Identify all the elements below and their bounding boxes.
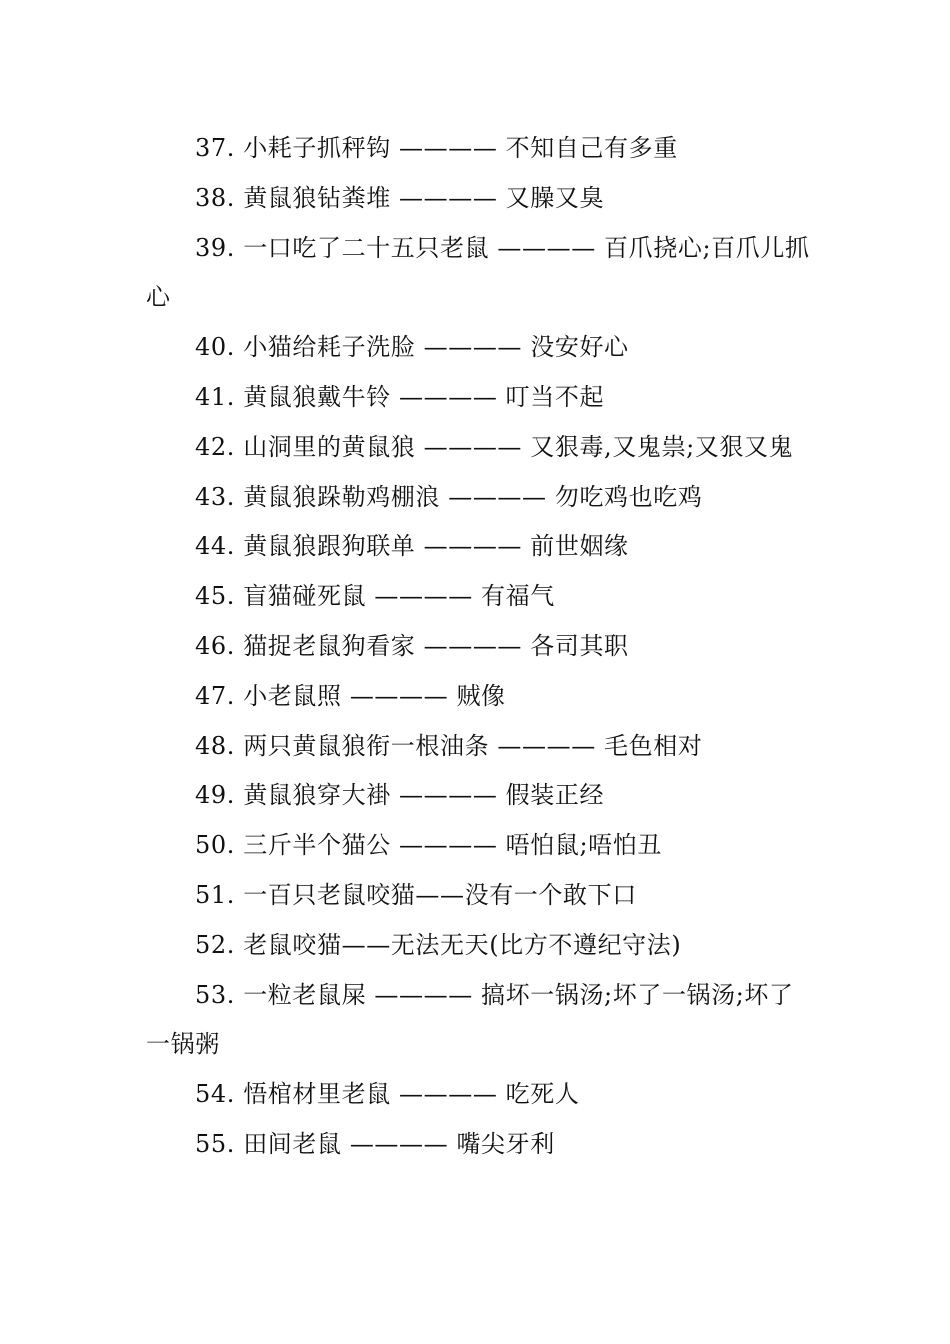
entry-number: 46. xyxy=(195,631,235,660)
entry-number: 47. xyxy=(195,681,235,710)
entry-text: 黄鼠狼跺勒鸡棚浪 ———— 勿吃鸡也吃鸡 xyxy=(243,482,703,511)
entry-text: 一口吃了二十五只老鼠 ———— 百爪挠心;百爪儿抓心 xyxy=(146,233,810,312)
entry-number: 41. xyxy=(195,382,235,411)
list-item xyxy=(146,971,810,1071)
entry-text: 悟棺材里老鼠 ———— 吃死人 xyxy=(243,1080,580,1109)
entry-text: 黄鼠狼穿大褂 ———— 假装正经 xyxy=(243,781,605,810)
entry-text: 小老鼠照 ———— 贼像 xyxy=(243,681,506,710)
entry-number: 39. xyxy=(195,233,235,262)
entry-text: 山洞里的黄鼠狼 ———— 又狠毒,又鬼祟;又狠又鬼 xyxy=(243,432,794,461)
list-item xyxy=(146,572,810,622)
entry-number: 45. xyxy=(195,582,235,611)
entry-text: 田间老鼠 ———— 嘴尖牙利 xyxy=(243,1129,555,1158)
entry-number: 42. xyxy=(195,432,235,461)
entry-text: 黄鼠狼戴牛铃 ———— 叮当不起 xyxy=(243,382,605,411)
list-item xyxy=(146,821,810,871)
entry-number: 53. xyxy=(195,980,235,1009)
list-item xyxy=(146,224,810,324)
list-item xyxy=(146,771,810,821)
entry-number: 52. xyxy=(195,930,235,959)
list-item xyxy=(146,672,810,722)
list-item xyxy=(146,124,810,174)
list-item xyxy=(146,423,810,473)
entry-number: 48. xyxy=(195,731,235,760)
entry-number: 44. xyxy=(195,532,235,561)
list-item xyxy=(146,1070,810,1120)
entry-list xyxy=(146,124,810,1170)
entry-number: 49. xyxy=(195,781,235,810)
list-item xyxy=(146,323,810,373)
entry-text: 老鼠咬猫——无法无天(比方不遵纪守法) xyxy=(243,930,682,959)
list-item xyxy=(146,722,810,772)
entry-text: 猫捉老鼠狗看家 ———— 各司其职 xyxy=(243,631,629,660)
list-item xyxy=(146,174,810,224)
list-item xyxy=(146,921,810,971)
entry-text: 盲猫碰死鼠 ———— 有福气 xyxy=(243,582,555,611)
list-item xyxy=(146,622,810,672)
entry-text: 三斤半个猫公 ———— 唔怕鼠;唔怕丑 xyxy=(243,831,662,860)
entry-text: 小猫给耗子洗脸 ———— 没安好心 xyxy=(243,333,629,362)
list-item xyxy=(146,1120,810,1170)
entry-text: 一百只老鼠咬猫——没有一个敢下口 xyxy=(243,880,637,909)
entry-number: 50. xyxy=(195,831,235,860)
entry-number: 40. xyxy=(195,333,235,362)
entry-text: 一粒老鼠屎 ———— 搞坏一锅汤;坏了一锅汤;坏了一锅粥 xyxy=(146,980,794,1059)
entry-text: 黄鼠狼钻粪堆 ———— 又臊又臭 xyxy=(243,183,605,212)
list-item xyxy=(146,871,810,921)
entry-text: 小耗子抓秤钩 ———— 不知自己有多重 xyxy=(243,134,678,162)
entry-number: 51. xyxy=(195,880,235,909)
list-item xyxy=(146,473,810,523)
entry-number: 55. xyxy=(195,1129,235,1158)
entry-number: 54. xyxy=(195,1080,235,1109)
entry-text: 两只黄鼠狼衔一根油条 ———— 毛色相对 xyxy=(243,731,703,760)
entry-number: 37. xyxy=(195,134,235,162)
list-item xyxy=(146,373,810,423)
entry-text: 黄鼠狼跟狗联单 ———— 前世姻缘 xyxy=(243,532,629,561)
list-item xyxy=(146,522,810,572)
entry-number: 38. xyxy=(195,183,235,212)
entry-number: 43. xyxy=(195,482,235,511)
